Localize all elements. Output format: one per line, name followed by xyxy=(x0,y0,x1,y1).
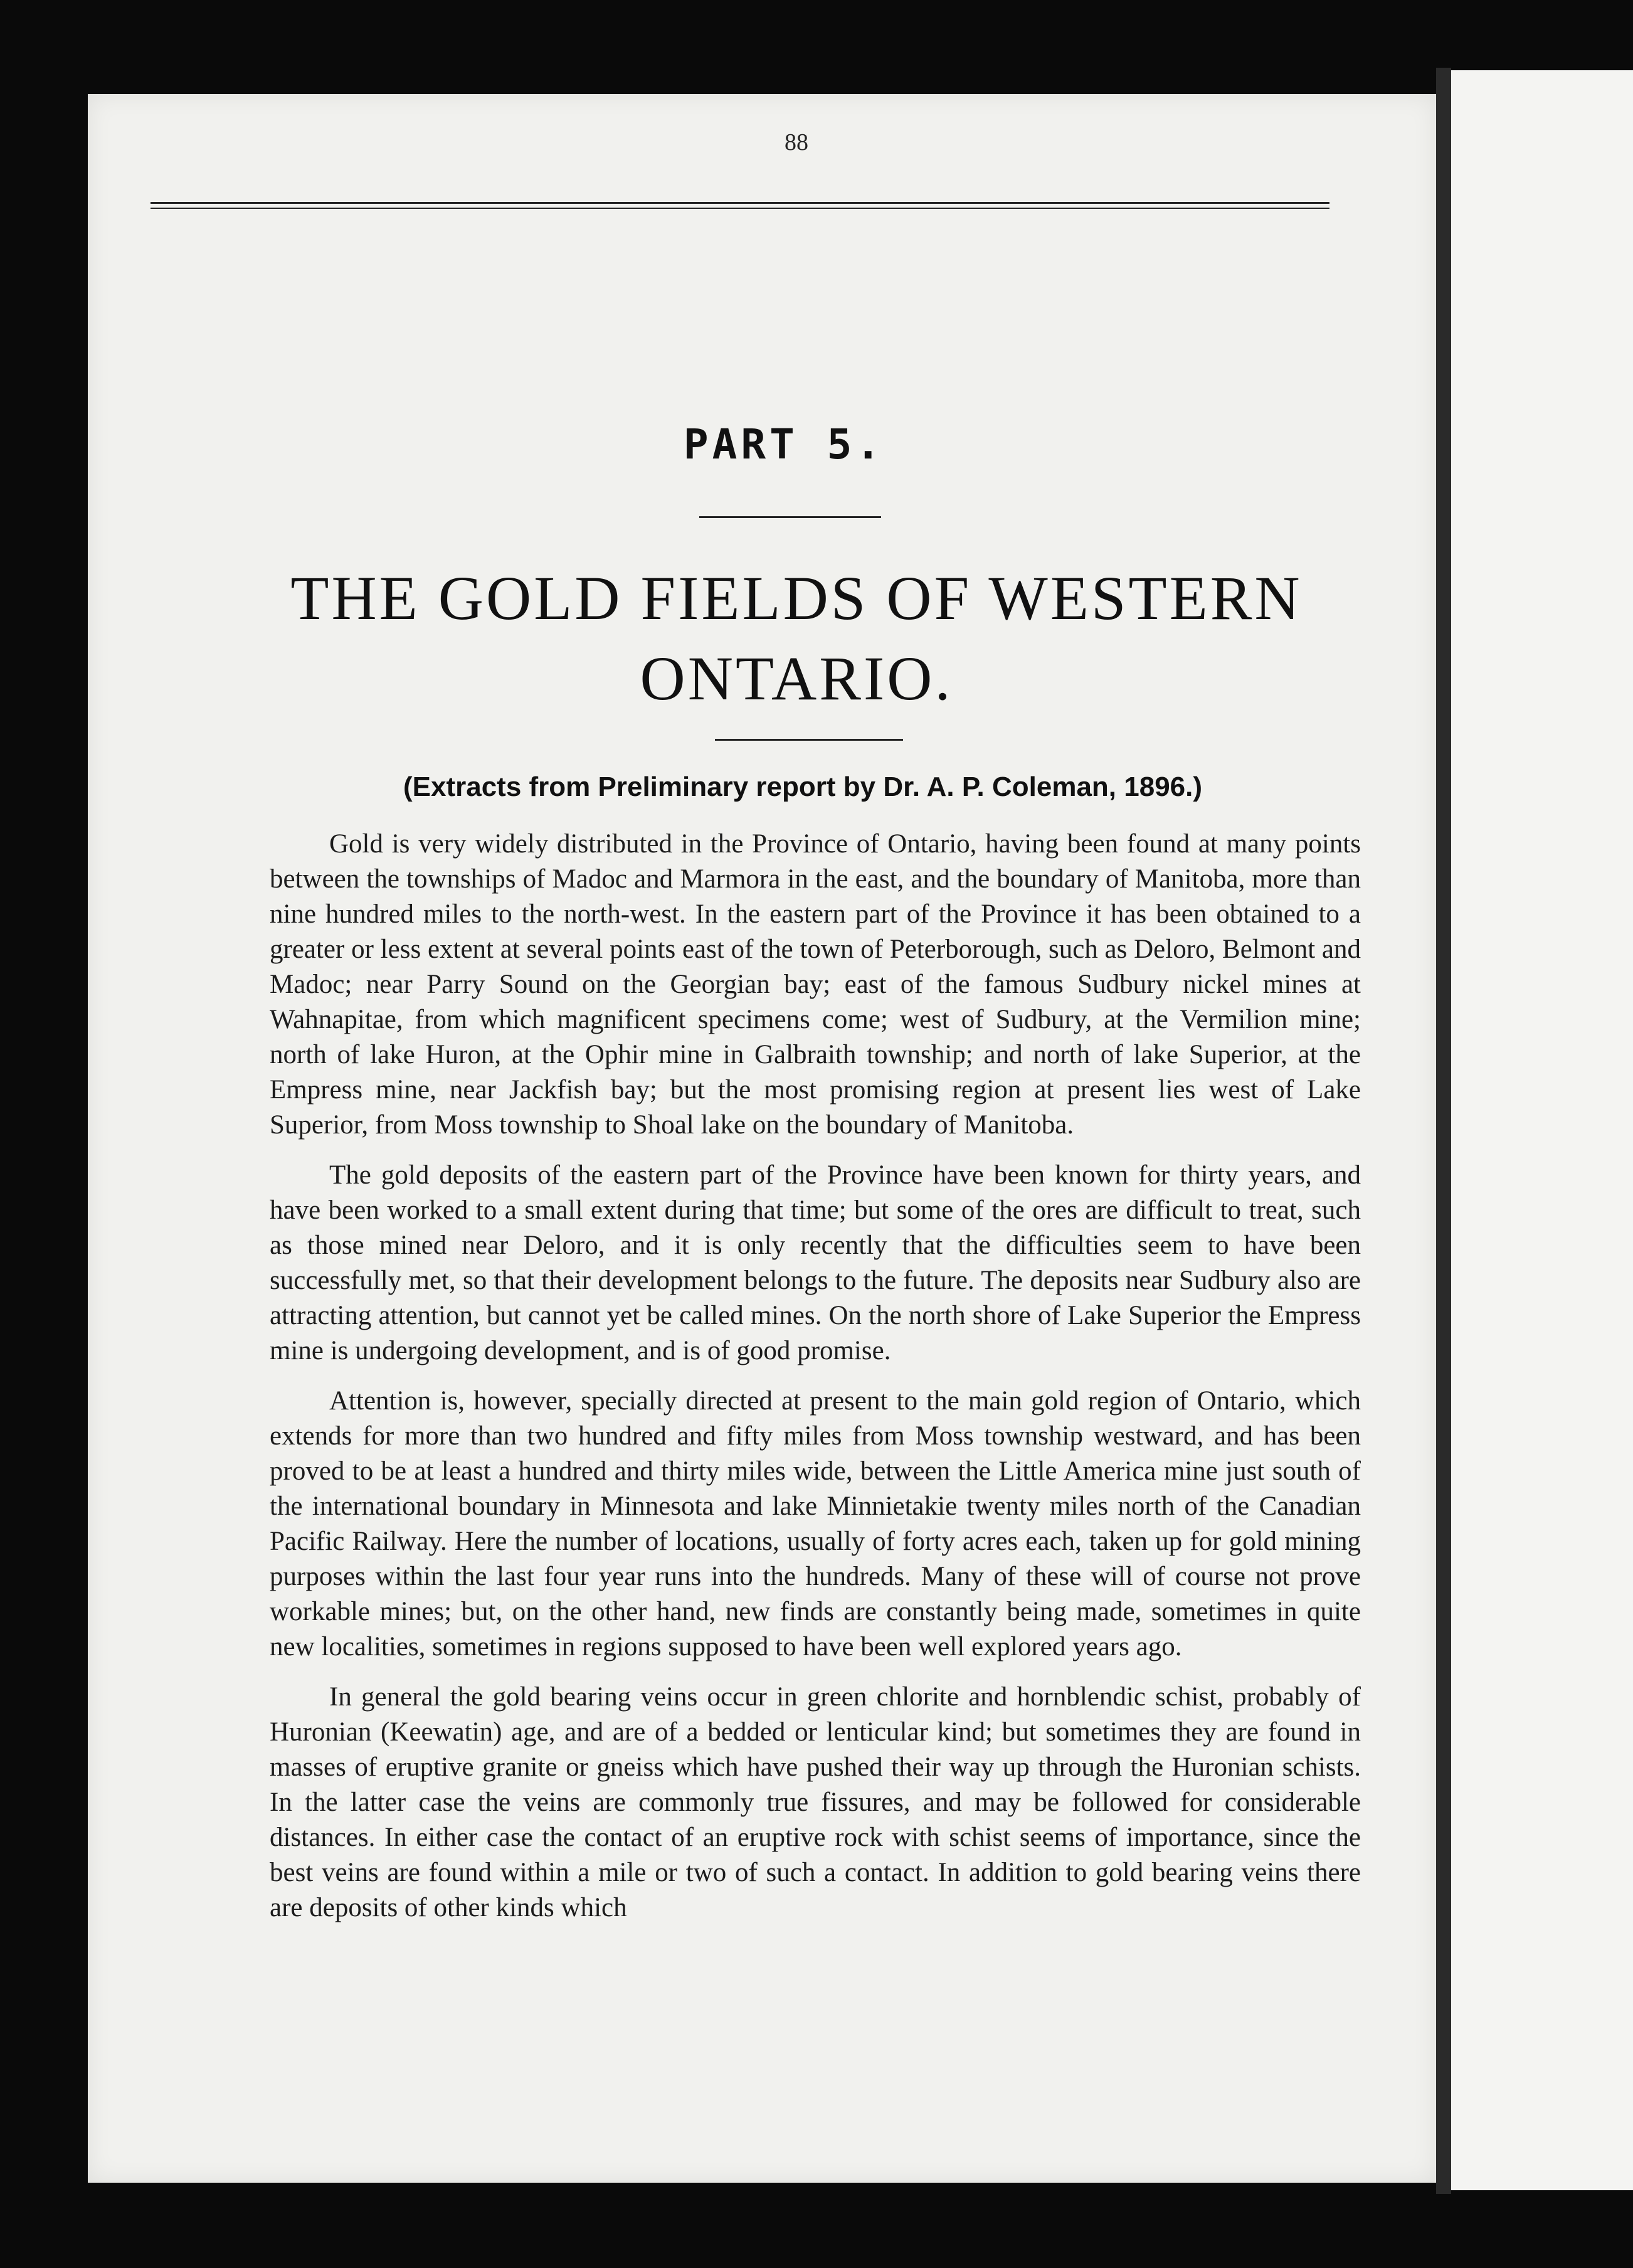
page-number: 88 xyxy=(785,129,808,156)
paragraph: In general the gold bearing veins occur in green chlorite and hornblendic schist, probably of Huronian (Keewatin) age, and are of a bedded or lenticular kind; but sometimes they are found in masses of eruptive granite or gneiss which have pushed their way up through the Huronian schists. In the latter case the veins are commonly true fissures, and may be followed for considerable distances. In either case the contact of an eruptive rock with schist seems of importance, since the best veins are found within a mile or two of such a contact. In addition to gold bearing veins there are deposits of other kinds which xyxy=(270,1682,1361,1922)
page-gutter-edge xyxy=(1436,68,1451,2194)
part-heading: PART 5. xyxy=(683,420,885,469)
scan-border xyxy=(0,2202,1633,2268)
header-double-rule xyxy=(151,202,1329,209)
chapter-subtitle: (Extracts from Preliminary report by Dr. A. P. Coleman, 1896.) xyxy=(403,771,1203,802)
paragraph: The gold deposits of the eastern part of the Province have been known for thirty years, and have been worked to a small extent during that time; but some of the ores are difficult to treat, such as those mined near Deloro, and it is only recently that the difficulties seem to have been successfully met, so that their development belongs to the future. The deposits near Sudbury also are attracting attention, but cannot yet be called mines. On the north shore of Lake Superior the Empress mine is undergoing development, and is of good promise. xyxy=(270,1160,1361,1365)
chapter-title: THE GOLD FIELDS OF WESTERN ONTARIO. xyxy=(290,563,1303,713)
paragraph: Gold is very widely distributed in the Province of Ontario, having been found at many points between the townships of Madoc and Marmora in the east, and the boundary of Manitoba, more than nine hundred miles to the north-west. In the eastern part of the Province it has been obtained to a greater or less extent at several points east of the town of Peterborough, such as Deloro, Belmont and Madoc; near Parry Sound on the Georgian bay; east of the famous Sudbury nickel mines at Wahnapitae, from which magnificent specimens come; west of Sudbury, at the Vermilion mine; north of lake Huron, at the Ophir mine in Galbraith township; and north of lake Superior, at the Empress mine, near Jackfish bay; but the most promising region at present lies west of Lake Superior, from Moss township to Shoal lake on the boundary of Manitoba. xyxy=(270,829,1361,1140)
section-divider xyxy=(699,516,881,518)
section-divider xyxy=(715,739,903,741)
body-text xyxy=(270,827,1361,1941)
adjacent-page-edge xyxy=(1451,70,1633,2190)
paragraph: Attention is, however, specially directed at present to the main gold region of Ontario, which extends for more than two hundred and fifty miles from Moss township westward, and has been proved to be at least a hundred and thirty miles wide, between the Little America mine just south of the international boundary in Minnesota and lake Minnietakie twenty miles north of the Canadian Pacific Railway. Here the number of locations, usually of forty acres each, taken up for gold mining purposes within the last four year runs into the hundreds. Many of these will of course not prove workable mines; but, on the other hand, new finds are constantly being made, sometimes in quite new localities, sometimes in regions supposed to have been well explored years ago. xyxy=(270,1386,1361,1661)
